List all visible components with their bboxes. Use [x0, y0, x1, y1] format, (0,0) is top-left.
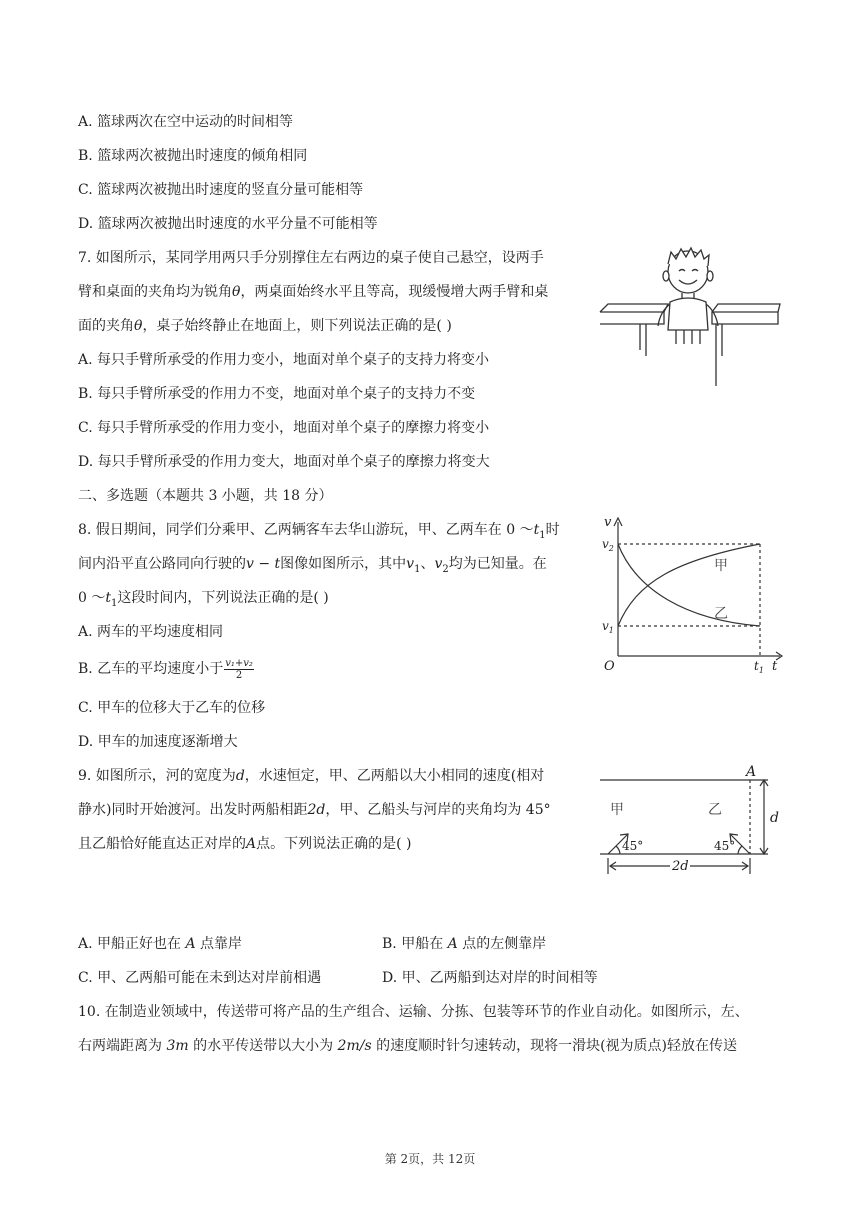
curve-yi	[618, 544, 760, 626]
figure-vt-graph	[596, 512, 786, 674]
q6-option-d: D. 篮球两次被抛出时速度的水平分量不可能相等	[78, 216, 378, 232]
origin-label: O	[604, 659, 615, 674]
q7-stem-line2: 臂和桌面的夹角均为锐角θ，两桌面始终水平且等高，现缓慢增大两手臂和桌	[78, 284, 549, 300]
v2-label: $v_2$	[602, 537, 614, 553]
q10-stem-line2: 右两端距离为 3m 的水平传送带以大小为 2m/s 的速度顺时针匀速转动，现将一滑块(视为质点)轻放在传送	[78, 1038, 738, 1054]
q7-option-b: B. 每只手臂所承受的作用力不变，地面对单个桌子的支持力不变	[78, 386, 476, 402]
q9-option-d: D. 甲、乙两船到达对岸的时间相等	[382, 970, 598, 986]
q9-option-a: A. 甲船正好也在 A 点靠岸	[78, 936, 243, 952]
page-footer: 第 2页，共 12页	[384, 1152, 476, 1166]
width-d-label: d	[770, 810, 779, 826]
v-axis-label: v	[604, 515, 612, 530]
q7-stem-line1: 7. 如图所示，某同学用两只手分别撑住左右两边的桌子使自己悬空，设两手	[78, 250, 544, 266]
q7-stem-line3: 面的夹角θ，桌子始终静止在地面上，则下列说法正确的是( )	[78, 318, 452, 334]
t-axis-label: t	[772, 659, 778, 674]
q9-stem-line2: 静水)同时开始渡河。出发时两船相距2d，甲、乙船头与河岸的夹角均为 45°	[78, 802, 551, 818]
jia-curve-label: 甲	[714, 558, 728, 574]
section-2-heading: 二、多选题（本题共 3 小题，共 18 分）	[78, 488, 333, 504]
boat-yi-label: 乙	[708, 802, 722, 818]
v1-label: $v_1$	[602, 619, 614, 635]
q7-option-a: A. 每只手臂所承受的作用力变小，地面对单个桌子的支持力将变小	[78, 352, 490, 368]
q10-stem-line1: 10. 在制造业领域中，传送带可将产品的生产组合、运输、分拣、包装等环节的作业自动化。如图所示，左、	[78, 1004, 749, 1020]
figure-river-crossing	[598, 762, 784, 874]
fraction-v1-v2-over-2: $\frac{\text{v₁+v₂}}{2}$	[225, 657, 253, 681]
q7-option-c: C. 每只手臂所承受的作用力变小，地面对单个桌子的摩擦力将变小	[78, 420, 490, 436]
q6-option-a: A. 篮球两次在空中运动的时间相等	[78, 114, 294, 130]
q6-option-c: C. 篮球两次被抛出时速度的竖直分量可能相等	[78, 182, 364, 198]
curve-jia	[618, 544, 760, 626]
q8-option-d: D. 甲车的加速度逐渐增大	[78, 734, 238, 750]
q8-option-b: B. 乙车的平均速度小于 $\frac{\text{v₁+v₂}}{2}$	[78, 657, 253, 681]
t1-label: $t_1$	[754, 659, 764, 674]
q9-stem-line3: 且乙船恰好能直达正对岸的A点。下列说法正确的是( )	[78, 836, 412, 852]
q9-stem-line1: 9. 如图所示，河的宽度为d，水速恒定，甲、乙两船以大小相同的速度(相对	[78, 768, 545, 784]
q6-option-b: B. 篮球两次被抛出时速度的倾角相同	[78, 148, 308, 164]
figure-person-tables	[596, 246, 782, 386]
distance-2d-label: 2d	[672, 859, 689, 874]
q8-option-c: C. 甲车的位移大于乙车的位移	[78, 700, 266, 716]
q8-stem-line1: 8. 假日期间，同学们分乘甲、乙两辆客车去华山游玩，甲、乙两车在 0 $\sim t_1$时	[78, 522, 560, 541]
angle-jia-label: 45°	[622, 839, 644, 853]
q9-option-c: C. 甲、乙两船可能在未到达对岸前相遇	[78, 970, 322, 986]
yi-curve-label: 乙	[714, 606, 728, 622]
q7-option-d: D. 每只手臂所承受的作用力变大，地面对单个桌子的摩擦力将变大	[78, 454, 490, 470]
q9-option-b: B. 甲船在 A 点的左侧靠岸	[382, 936, 547, 952]
point-a-label: A	[746, 764, 757, 780]
q8-option-a: A. 两车的平均速度相同	[78, 624, 224, 640]
boat-jia-label: 甲	[610, 802, 624, 818]
q8-stem-line3: 0 $\sim t_1$这段时间内，下列说法正确的是( )	[78, 590, 329, 609]
angle-yi-label: 45°	[714, 839, 736, 853]
q8-stem-line2: 间内沿平直公路同向行驶的v − t图像如图所示，其中$v_1$、$v_2$均为已知量。在	[78, 556, 547, 575]
